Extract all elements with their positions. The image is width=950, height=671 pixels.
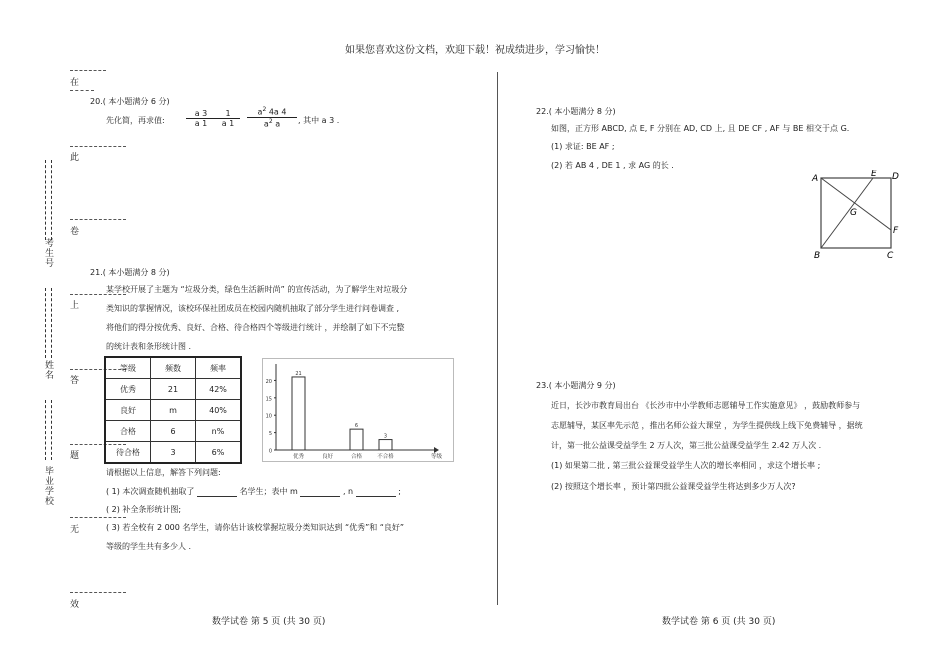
x-tick-label: 优秀: [292, 454, 305, 460]
q21-title: 21.( 本小题满分 8 分): [90, 268, 170, 277]
label-b: B: [814, 251, 821, 261]
q23-line-1: 近日，长沙市教育局出台 《长沙市中小学教师志愿辅导工作实施意见》 ，鼓励教师参与: [551, 401, 861, 410]
table-cell: m: [151, 400, 196, 421]
q20-frac2: [216, 109, 240, 128]
bar-data-label: 21: [295, 370, 302, 377]
answer-blank[interactable]: [300, 488, 340, 497]
y-tick-label: 10: [265, 413, 272, 420]
table-header-cell: 频数: [151, 357, 196, 379]
bar-data-label: 3: [383, 433, 388, 440]
seal-word: 无: [70, 525, 80, 535]
seal-line: [70, 592, 126, 593]
table-cell: 6: [151, 421, 196, 442]
name-label: 姓名: [43, 360, 53, 380]
q22-line-1: 如图，正方形 ABCD, 点 E, F 分别在 AD, CD 上, 且 DE CF , AF 与 BE 相交于点 G.: [551, 124, 850, 133]
label-c: C: [887, 251, 894, 261]
page-footer-right: 数学试卷 第 6 页 (共 30 页): [662, 617, 776, 627]
y-tick-label: 20: [265, 378, 272, 385]
table-cell: 3: [151, 442, 196, 464]
q21-para-1: 某学校开展了主题为 “垃圾分类，绿色生活新时尚” 的宣传活动，为了解学生对垃圾分: [106, 285, 408, 294]
frac-numerator: 1: [225, 109, 231, 118]
bar: [292, 377, 305, 450]
q21-sub-1: ( 1) 本次调查随机抽取了 名学生；表中 m , n ;: [106, 487, 401, 496]
table-header-cell: 频率: [196, 357, 242, 379]
table-header-row: [105, 357, 241, 379]
bar: [379, 440, 392, 450]
q22-line-2: (1) 求证: BE AF ;: [551, 142, 615, 151]
seal-word: 效: [70, 600, 80, 610]
bar-chart: [262, 358, 454, 462]
label-f: F: [893, 226, 899, 236]
frac-numerator: a 3: [194, 109, 208, 118]
seal-word: 此: [70, 153, 80, 163]
frac-denominator: $a^2$ a: [247, 117, 297, 129]
frac-denominator: a 1: [186, 118, 216, 128]
q23-line-5: (2) 按照这个增长率 ，预计第四批公益课受益学生将达到多少万人次?: [551, 482, 796, 491]
table-cell: 合格: [105, 421, 151, 442]
table-cell: 良好: [105, 400, 151, 421]
table-cell: 42%: [196, 379, 242, 400]
answer-blank[interactable]: [197, 488, 237, 497]
label-e: E: [871, 170, 877, 179]
table-cell: 待合格: [105, 442, 151, 464]
q21-sub-3a: ( 3) 若全校有 2 000 名学生，请你估计该校掌握垃圾分类知识达到 “优秀”和 “良好”: [106, 523, 405, 532]
q23-line-2: 志愿辅导，某区率先示范 ，推出名师公益大课堂 ，为学生提供线上线下免费辅导 ，据统: [551, 421, 863, 430]
table-header-cell: 等级: [105, 357, 151, 379]
seal-line: [70, 517, 126, 518]
q23-title: 23.( 本小题满分 9 分): [536, 381, 616, 390]
page-banner: 如果您喜欢这份文档，欢迎下载！祝成绩进步，学习愉快！: [345, 45, 605, 56]
square-figure: [810, 170, 902, 262]
center-divider: [497, 72, 498, 605]
seal-line: [70, 219, 126, 220]
q22-title: 22.( 本小题满分 8 分): [536, 107, 616, 116]
q21-sub-2: ( 2) 补全条形统计图;: [106, 505, 182, 514]
seal-word: 题: [70, 451, 80, 461]
answer-blank[interactable]: [356, 488, 396, 497]
seal-word: 卷: [70, 227, 80, 237]
q23-line-3: 计，第一批公益课受益学生 2 万人次，第三批公益课受益学生 2.42 万人次 .: [551, 441, 822, 450]
margin-dash-6: [51, 400, 58, 460]
bar: [350, 429, 363, 450]
seal-line: [70, 146, 126, 147]
q20-frac1: [186, 109, 216, 128]
label-d: D: [892, 172, 899, 182]
seal-word: 答: [70, 376, 80, 386]
table-cell: 优秀: [105, 379, 151, 400]
segment-be: [821, 178, 873, 248]
q23-line-4: (1) 如果第二批 , 第三批公益课受益学生人次的增长率相同 ，求这个增长率 ;: [551, 461, 821, 470]
q21-ask: 请根据以上信息，解答下列问题:: [106, 468, 221, 477]
chart-layer: [266, 364, 443, 460]
table-cell: n%: [196, 421, 242, 442]
q22-line-3: (2) 若 AB 4 , DE 1 , 求 AG 的长 .: [551, 161, 674, 170]
label-g: G: [850, 208, 857, 218]
table-row: [105, 421, 241, 442]
x-tick-label: 合格: [350, 454, 363, 460]
segment-af: [821, 178, 891, 230]
seal-line: [70, 70, 106, 71]
x-tick-label: 不合格: [377, 454, 394, 460]
exam-no-label: 考生号: [43, 238, 53, 268]
q21-para-4: 的统计表和条形统计图 .: [106, 342, 192, 351]
q20-title: 20.( 本小题满分 6 分): [90, 97, 170, 106]
seal-word: 上: [70, 301, 80, 311]
margin-dash-2: [51, 160, 58, 240]
bar-data-label: 6: [354, 423, 359, 430]
table-cell: 40%: [196, 400, 242, 421]
q21-para-3: 将他们的得分按优秀、良好、合格、待合格四个等级进行统计 ，并绘制了如下不完整: [106, 323, 405, 332]
q21-sub-3b: 等级的学生共有多少人 .: [106, 542, 192, 551]
x-axis-arrow: [434, 447, 439, 453]
q20-suffix: , 其中 a 3 .: [298, 116, 340, 125]
q20-prefix: 先化简，再求值:: [106, 116, 165, 125]
y-tick-label: 0: [268, 448, 272, 455]
margin-dash-4: [51, 288, 58, 358]
y-tick-label: 5: [268, 431, 272, 438]
table-row: [105, 379, 241, 400]
label-a: A: [812, 174, 819, 184]
frequency-table: [104, 356, 242, 464]
table-cell: 21: [151, 379, 196, 400]
frac-denominator: a 1: [216, 118, 240, 128]
page-footer-left: 数学试卷 第 5 页 (共 30 页): [212, 617, 326, 627]
table-row: [105, 442, 241, 464]
seal-line: [70, 90, 94, 91]
y-tick-label: 15: [265, 396, 272, 403]
seal-word: 在: [70, 78, 80, 88]
x-axis-title: 等级: [431, 454, 443, 460]
school-label: 毕业学校: [43, 466, 53, 506]
q21-para-2: 类知识的掌握情况，该校环保社团成员在校园内随机抽取了部分学生进行问卷调查 ,: [106, 304, 400, 313]
table-cell: 6%: [196, 442, 242, 464]
frac-numerator: $a^2$ 4a 4: [257, 106, 287, 117]
x-tick-label: 良好: [321, 454, 334, 460]
table-row: [105, 400, 241, 421]
q20-frac3: [247, 106, 297, 128]
